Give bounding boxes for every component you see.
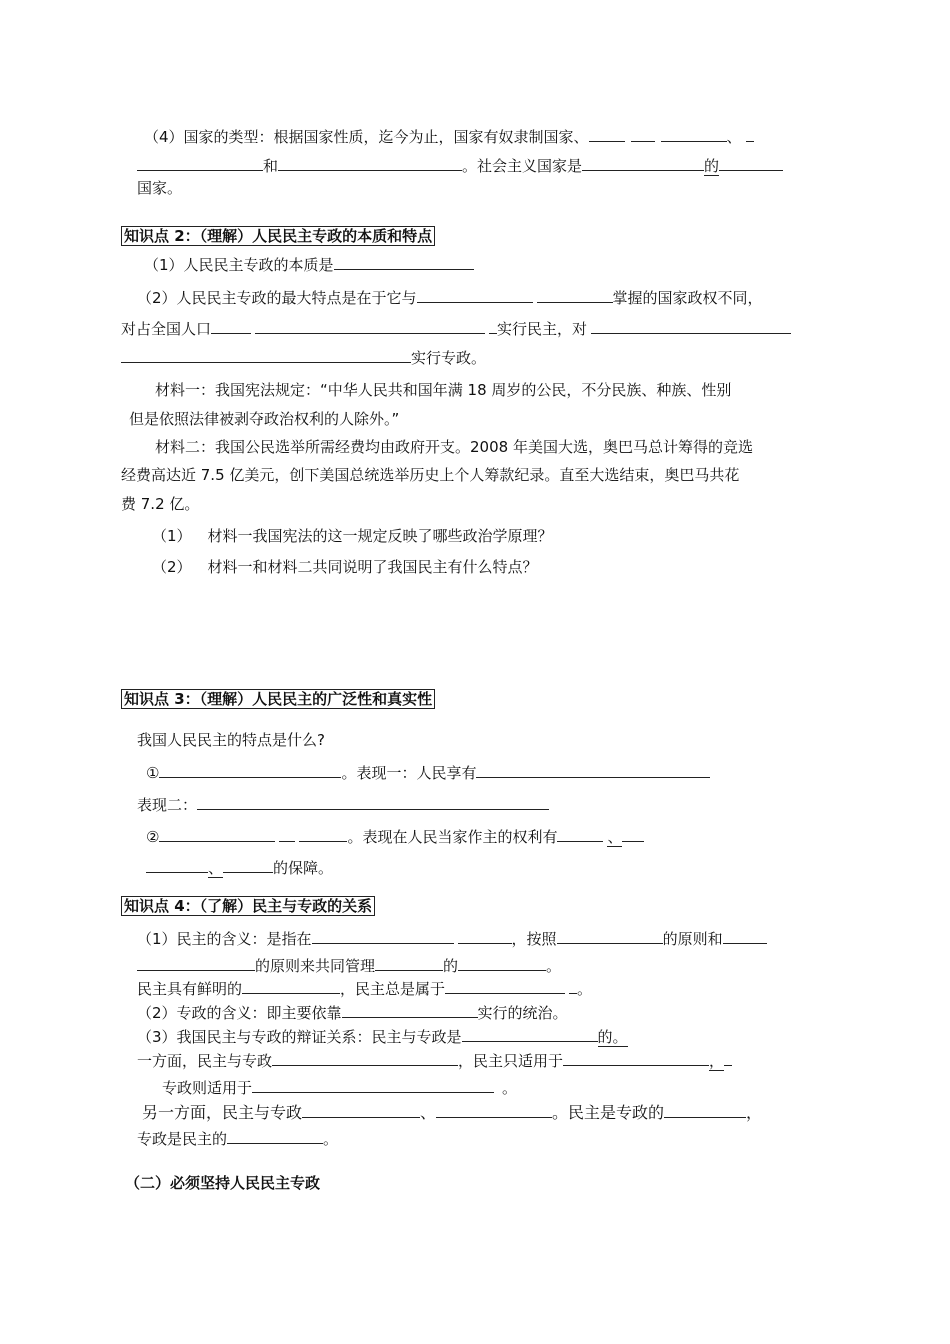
state-types-line-2: 和 。社会主义国家是 的 (137, 155, 783, 176)
blank[interactable] (456, 1002, 478, 1018)
blank[interactable] (591, 318, 791, 334)
material-2-line-1: 材料二：我国公民选举所需经费均由政府开支。2008 年美国大选，奥巴马总计筹得的竞选 (155, 438, 753, 456)
blank[interactable] (458, 955, 546, 971)
blank[interactable] (334, 254, 474, 270)
blank[interactable] (242, 978, 340, 994)
state-types-line-3: 国家。 (137, 179, 183, 197)
blank[interactable] (746, 126, 754, 142)
blank[interactable] (229, 955, 255, 971)
blank[interactable] (384, 1077, 436, 1093)
blank[interactable] (197, 794, 549, 810)
blank[interactable] (563, 1050, 593, 1066)
kp4-other-hand: 另一方面，民主与专政 、 。民主是专政的 ， (142, 1103, 763, 1122)
blank[interactable] (720, 1102, 746, 1118)
blank[interactable] (498, 928, 512, 944)
blank[interactable] (375, 955, 443, 971)
blank[interactable] (408, 1050, 458, 1066)
question-1: （1） 材料一我国宪法的这一规定反映了哪些政治学原理？ (152, 527, 553, 545)
kp3-point-2: ② 。表现在人民当家作主的权利有 、 (146, 826, 644, 847)
blank[interactable] (661, 126, 727, 142)
blank[interactable] (137, 955, 229, 971)
blank[interactable] (719, 155, 783, 171)
material-1-line-2: 但是依照法律被剥夺政治权利的人除外。” (129, 410, 400, 428)
blank[interactable] (227, 1128, 287, 1144)
kp2-q2-line-1: （2）人民民主专政的最大特点是在于它与 掌握的国家政权不同， (137, 289, 763, 307)
blank[interactable] (302, 1102, 360, 1118)
blank[interactable] (436, 1077, 494, 1093)
blank[interactable] (211, 318, 251, 334)
kp4-dictatorship-def: （2）专政的含义：即主要依靠 实行的统治。 (137, 1004, 568, 1022)
section-2-heading: （二）必须坚持人民民主专政 (125, 1174, 321, 1192)
blank[interactable] (557, 826, 603, 842)
blank[interactable] (287, 1128, 323, 1144)
material-1-line-1: 材料一：我国宪法规定：“中华人民共和国年满 18 周岁的公民，不分民族、种族、性别 (155, 381, 732, 399)
kp3-question: 我国人民民主的特点是什么? (137, 731, 325, 749)
kp4-democracy-def-1: （1）民主的含义：是指在 ，按照 的原则和 (137, 928, 767, 949)
blank[interactable] (328, 1050, 390, 1066)
blank[interactable] (462, 1026, 510, 1042)
blank[interactable] (313, 347, 411, 363)
blank[interactable] (664, 1102, 720, 1118)
kp4-dialectic: （3）我国民主与专政的辩证关系：民主与专政是 的。 (137, 1028, 628, 1046)
kp2-q2-line-3: 实行专政。 (121, 347, 486, 368)
kp4-heading: 知识点 4：（了解）民主与专政的关系 (121, 896, 375, 916)
blank[interactable] (489, 318, 497, 334)
blank[interactable] (390, 1050, 408, 1066)
blank[interactable] (417, 287, 533, 303)
blank[interactable] (285, 762, 341, 778)
kp4-dictatorship-applies: 专政则适用于 。 (162, 1079, 518, 1097)
kp3-point-1: ① 。表现一：人民享有 (146, 762, 710, 783)
blank[interactable] (436, 1102, 494, 1118)
blank[interactable] (723, 928, 767, 944)
blank[interactable] (649, 1050, 709, 1066)
blank[interactable] (310, 1077, 366, 1093)
kp4-one-hand: 一方面，民主与专政 ，民主只适用于 ， (137, 1050, 732, 1071)
blank[interactable] (724, 1050, 732, 1066)
question-2: （2） 材料一和材料二共同说明了我国民主有什么特点？ (152, 558, 538, 576)
blank[interactable] (476, 762, 710, 778)
blank[interactable] (582, 155, 704, 171)
material-2-line-2: 经费高达近 7.5 亿美元，创下美国总统选举历史上个人筹款纪录。直至大选结束，奥巴马共花 (121, 466, 740, 484)
blank[interactable] (121, 347, 313, 363)
blank[interactable] (278, 155, 462, 171)
blank[interactable] (510, 1026, 598, 1042)
blank[interactable] (631, 126, 655, 142)
blank[interactable] (400, 1002, 456, 1018)
blank[interactable] (252, 1077, 310, 1093)
blank[interactable] (360, 1102, 420, 1118)
blank[interactable] (593, 1050, 649, 1066)
blank[interactable] (589, 126, 625, 142)
blank[interactable] (137, 155, 263, 171)
kp2-q1: （1）人民民主专政的本质是 (144, 254, 474, 275)
blank[interactable] (547, 287, 613, 303)
blank[interactable] (342, 1002, 400, 1018)
kp2-q2-line-2: 对占全国人口 实行民主，对 (121, 318, 791, 339)
kp3-expression-2: 表现二： (137, 794, 549, 815)
kp3-rights-guarantee: 、 的保障。 (146, 857, 333, 878)
material-2-line-3: 费 7.2 亿。 (121, 495, 200, 513)
blank[interactable] (569, 978, 577, 994)
blank[interactable] (537, 287, 547, 303)
blank[interactable] (299, 826, 347, 842)
blank[interactable] (279, 826, 295, 842)
blank[interactable] (159, 762, 285, 778)
kp4-democracy-class: 民主具有鲜明的 ，民主总是属于 。 (137, 980, 593, 998)
blank[interactable] (445, 978, 565, 994)
state-types-line-1: （4）国家的类型：根据国家性质，迄今为止，国家有奴隶制国家、 、 (144, 126, 754, 147)
blank[interactable] (272, 1050, 328, 1066)
blank[interactable] (146, 857, 208, 873)
blank[interactable] (223, 857, 273, 873)
blank[interactable] (366, 1077, 384, 1093)
blank[interactable] (622, 826, 644, 842)
blank[interactable] (159, 826, 275, 842)
kp4-dictatorship-of-democracy: 专政是民主的 。 (137, 1130, 339, 1148)
blank[interactable] (458, 928, 498, 944)
kp4-democracy-def-2: 的原则来共同管理 的 。 (137, 955, 561, 976)
kp2-heading: 知识点 2：（理解）人民民主专政的本质和特点 (121, 226, 435, 246)
blank[interactable] (255, 318, 485, 334)
blank[interactable] (312, 928, 454, 944)
kp3-heading: 知识点 3：（理解）人民民主的广泛性和真实性 (121, 689, 435, 709)
blank[interactable] (494, 1102, 552, 1118)
blank[interactable] (557, 928, 663, 944)
